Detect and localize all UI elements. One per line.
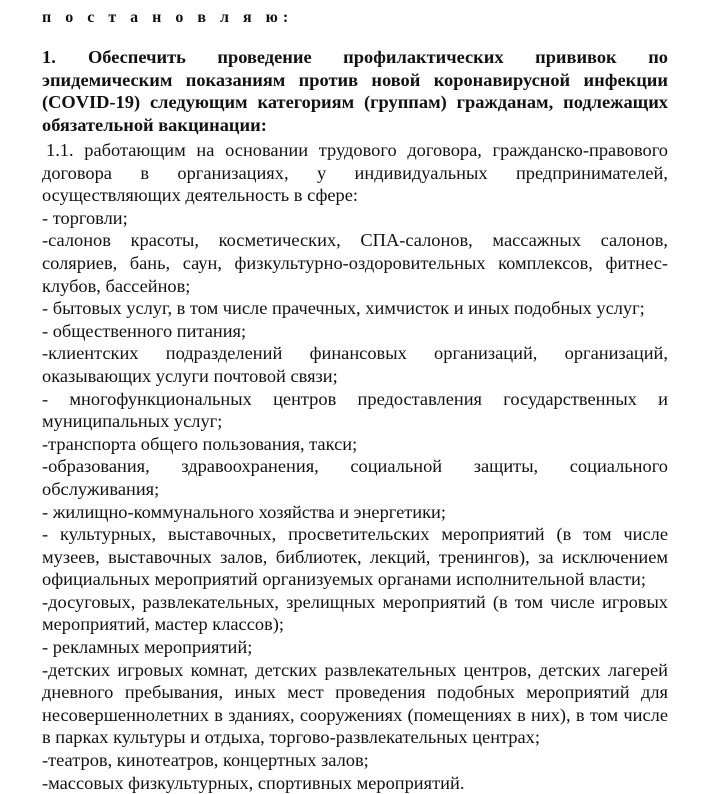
category-item: -массовых физкультурных, спортивных мероприятий.	[42, 772, 465, 793]
category-item: -детских игровых комнат, детских развлекательных центров, детских лагерей дневного пребывания, иных мест проведения подобных мероприятий для несовершеннолетних в зданиях, сооружениях (помещениях в них), в том числе в парках культуры и отдыха, торгово-развлекательных центрах;	[42, 659, 668, 748]
section-number: 1.	[42, 47, 56, 67]
category-item: - многофункциональных центров предоставления государственных и муниципальных услуг;	[42, 388, 668, 432]
section-heading-text: Обеспечить проведение профилактических прививок по эпидемическим показаниям против новой коронавирусной инфекции (COVID-19) следующим категориям (группам) гражданам, подлежащих обязательной вакцинации:	[42, 47, 668, 135]
decree-word: п о с т а н о в л я ю:	[42, 9, 294, 26]
category-item: -театров, кинотеатров, концертных залов;	[42, 750, 369, 771]
category-item: -салонов красоты, косметических, СПА-салонов, массажных салонов, соляриев, бань, саун, физкультурно-оздоровительных комплексов, фитнес-клубов, бассейнов;	[42, 230, 668, 296]
category-list	[42, 207, 668, 794]
document-page	[42, 0, 668, 794]
category-item: -клиентских подразделений финансовых организаций, организаций, оказывающих услуги почтовой связи;	[42, 343, 668, 386]
category-item: - рекламных мероприятий;	[42, 637, 253, 658]
category-item: -образования, здравоохранения, социальной защиты, социального обслуживания;	[42, 456, 668, 499]
category-item: - общественного питания;	[42, 320, 247, 341]
category-item: - торговли;	[42, 207, 128, 228]
category-item: -транспорта общего пользования, такси;	[42, 433, 358, 454]
category-item: - жилищно-коммунального хозяйства и энергетики;	[42, 501, 446, 522]
category-item: - культурных, выставочных, просветительских мероприятий (в том числе музеев, выставочных залов, библиотек, лекций, тренингов), за исключением официальных мероприятий организуемых органами исполнительной власти;	[42, 524, 668, 590]
subsection-intro: 1.1. работающим на основании трудового договора, гражданско-правового договора в организациях, у индивидуальных предпринимателей, осуществляющих деятельность в сфере:	[42, 140, 668, 206]
section-heading	[42, 46, 668, 136]
category-item: -досуговых, развлекательных, зрелищных мероприятий (в том числе игровых мероприятий, мастер классов);	[42, 591, 668, 635]
category-item: - бытовых услуг, в том числе прачечных, химчисток и иных подобных услуг;	[42, 298, 645, 319]
